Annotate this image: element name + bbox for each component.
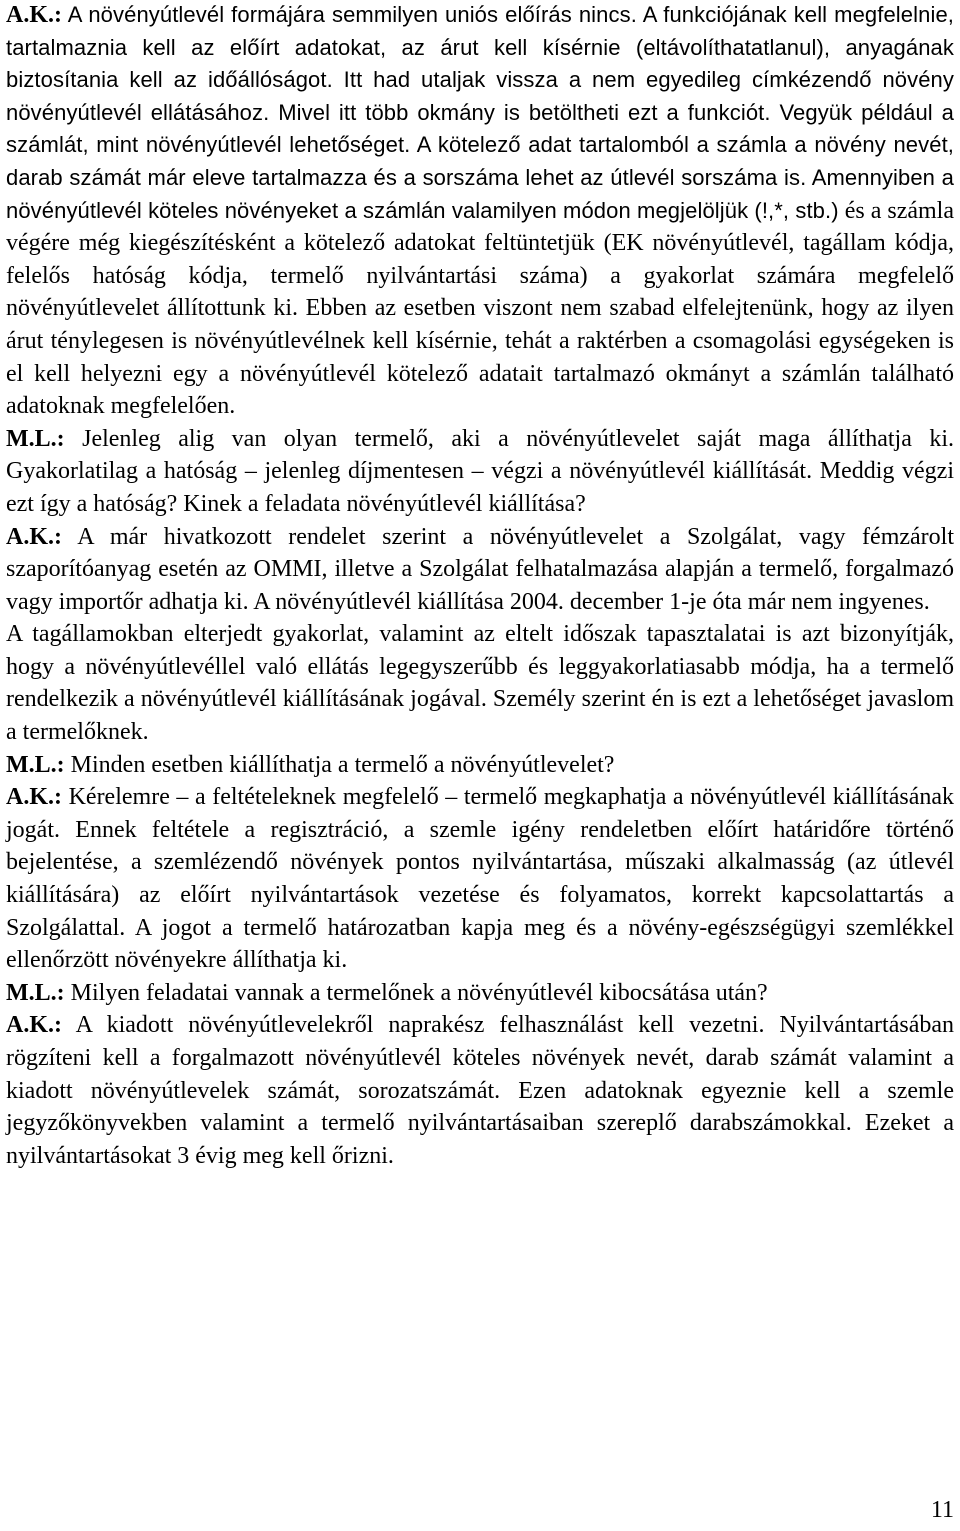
paragraph-7 — [6, 977, 954, 1010]
speaker-label: A.K.: — [6, 1012, 62, 1039]
paragraph-1 — [6, 0, 954, 423]
paragraph-text: Minden esetben kiállíthatja a termelő a növényútlevelet? — [64, 751, 615, 778]
speaker-label: M.L.: — [6, 751, 65, 778]
paragraph-2 — [6, 423, 954, 521]
paragraph-5 — [6, 749, 954, 782]
paragraph-3 — [6, 521, 954, 619]
paragraph-text-sans: A növényútlevél formájára semmilyen uniós előírás nincs. A funkciójának kell megfelelnie, tartalmaznia kell az előírt adatokat, az árut kell kísérnie (eltávolíthatatlanul), anyagának biztosítania kell az időállóságot. Itt had utaljak vissza a nem egyedileg címkézendő növény növényútlevél ellátásához. Mivel itt több okmány is betöltheti ezt a funkciót. Vegyük például a számlát, mint növényútlevél lehetőséget. A kötelező adat tartalomból a számla a növény nevét, darab számát már eleve tartalmazza és a sorszáma lehet az útlevél sorszáma is. Amennyiben a növényútlevél köteles növényeket a számlán valamilyen módon megjelöljük (!,*, stb.) — [6, 2, 954, 223]
paragraph-8 — [6, 1009, 954, 1172]
paragraph-text: és a számla végére még kiegészítésként a kötelező adatokat feltüntetjük (EK növényútlevél, tagállam kódja, felelős hatóság kódja, termelő nyilvántartási száma) a gyakorlat számára megfelelő növényútlevelet állítottunk ki. Ebben az esetben viszont nem szabad elfelejtenünk, hogy az ilyen árut ténylegesen is növényútlevélnek kell kísérnie, tehát a raktérben a csomagolási egységeken is el kell helyezni egy a növényútlevél kötelező adatait tartalmazó okmányt a számlán található adatoknak megfelelően. — [6, 197, 955, 420]
speaker-label: A.K.: — [6, 523, 62, 550]
paragraph-text: Jelenleg alig van olyan termelő, aki a növényútlevelet saját maga állíthatja ki. Gyakorlatilag a hatóság – jelenleg díjmentesen – végzi a növényútlevél kiállítását. Meddig végzi ezt így a hatóság? Kinek a feladata növényútlevél kiállítása? — [6, 425, 954, 517]
paragraph-4 — [6, 618, 954, 748]
speaker-label: A.K.: — [6, 2, 62, 28]
paragraph-text: A már hivatkozott rendelet szerint a növényútlevelet a Szolgálat, vagy fémzárolt szaporítóanyag esetén az OMMI, illetve a Szolgálat felhatalmazása alapján a termelő, forgalmazó vagy importőr adhatja ki. A növényútlevél kiállítása 2004. december 1-je óta már nem ingyenes. — [6, 523, 954, 615]
speaker-label: M.L.: — [6, 425, 65, 452]
paragraph-text: Milyen feladatai vannak a termelőnek a növényútlevél kibocsátása után? — [64, 979, 768, 1006]
paragraph-text: A tagállamokban elterjedt gyakorlat, valamint az eltelt időszak tapasztalatai is azt bizonyítják, hogy a növényútlevéllel való ellátás legegyszerűbb és leggyakorlatiasabb módja, ha a termelő rendelkezik a növényútlevél kiállításának jogával. Személy szerint én is ezt a lehetőséget javaslom a termelőknek. — [6, 621, 954, 746]
paragraph-6 — [6, 781, 954, 977]
page-number: 11 — [930, 1497, 954, 1523]
document-page — [6, 0, 954, 1172]
speaker-label: M.L.: — [6, 979, 65, 1006]
paragraph-text: Kérelemre – a feltételeknek megfelelő – termelő megkaphatja a növényútlevél kiállításának jogát. Ennek feltétele a regisztráció, a szemle igény rendeletben előírt határidőre történő bejelentése, a szemlézendő növények pontos nyilvántartása, műszaki alkalmasság (az útlevél kiállítására) az előírt nyilvántartások vezetése és folyamatos, korrekt kapcsolattartás a Szolgálattal. A jogot a termelő határozatban kapja meg és a növény-egészségügyi szemlékkel ellenőrzött növényekre állíthatja ki. — [6, 784, 954, 974]
paragraph-text: A kiadott növényútlevelekről naprakész felhasználást kell vezetni. Nyilvántartásában rögzíteni kell a forgalmazott növényútlevél köteles növények nevét, darab számát valamint a kiadott növényútlevelek számát, sorozatszámát. Ezen adatoknak egyeznie kell a szemle jegyzőkönyvekben valamint a termelő nyilvántartásaiban szereplő darabszámokkal. Ezeket a nyilvántartásokat 3 évig meg kell őrizni. — [6, 1012, 954, 1169]
speaker-label: A.K.: — [6, 784, 62, 811]
